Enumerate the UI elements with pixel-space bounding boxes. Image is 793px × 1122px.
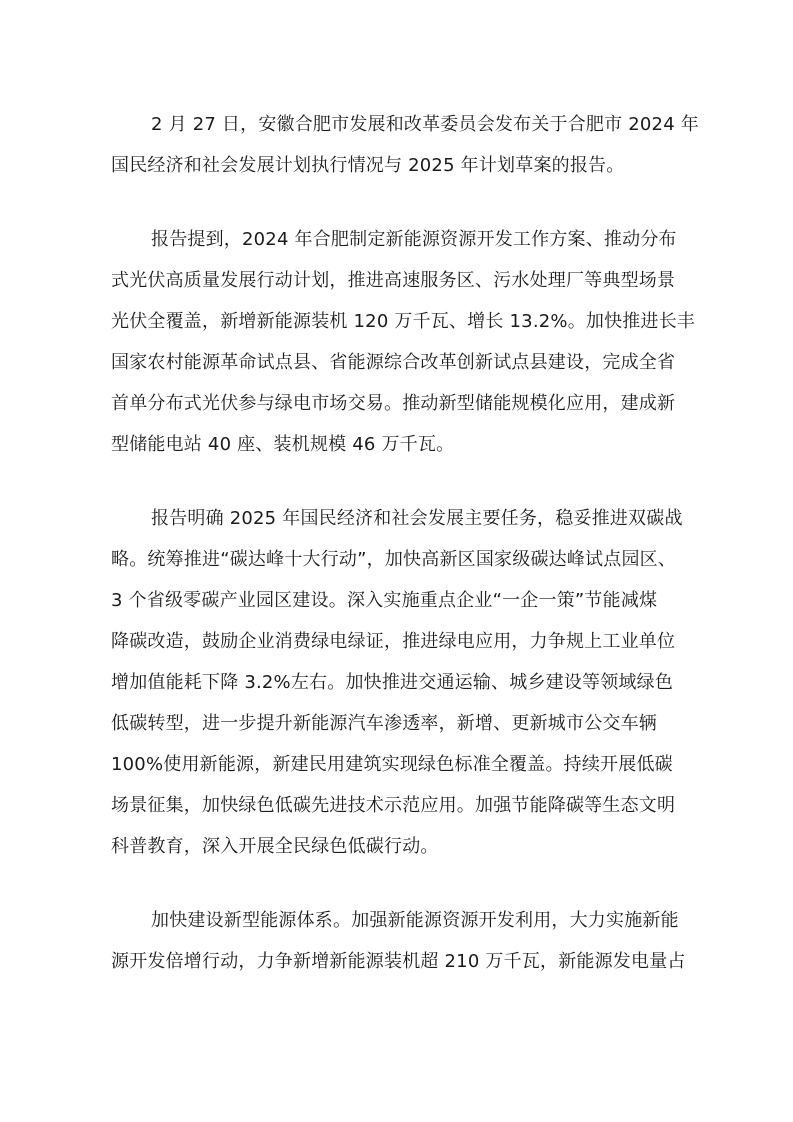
text-line: 式光伏高质量发展行动计划，推进高速服务区、污水处理厂等典型场景 bbox=[111, 270, 676, 291]
paragraph-intro bbox=[111, 104, 699, 186]
text-line: 2 月 27 日，安徽合肥市发展和改革委员会发布关于合肥市 2024 年 bbox=[151, 114, 699, 135]
text-line: 低碳转型，进一步提升新能源汽车渗透率，新增、更新城市公交车辆 bbox=[111, 713, 657, 734]
text-line: 科普教育，深入开展全民绿色低碳行动。 bbox=[111, 836, 439, 857]
text-line: 场景征集，加快绿色低碳先进技术示范应用。加强节能降碳等生态文明 bbox=[111, 795, 676, 816]
text-line: 降碳改造，鼓励企业消费绿电绿证，推进绿电应用，力争规上工业单位 bbox=[111, 631, 676, 652]
text-line: 报告明确 2025 年国民经济和社会发展主要任务，稳妥推进双碳战 bbox=[151, 508, 683, 529]
text-line: 报告提到，2024 年合肥制定新能源资源开发工作方案、推动分布 bbox=[151, 229, 677, 250]
paragraph-2024-review bbox=[111, 219, 696, 465]
paragraph-2025-tasks bbox=[111, 498, 691, 867]
text-line: 首单分布式光伏参与绿电市场交易。推动新型储能规模化应用，建成新 bbox=[111, 393, 676, 414]
text-line: 国民经济和社会发展计划执行情况与 2025 年计划草案的报告。 bbox=[111, 155, 625, 176]
text-line: 型储能电站 40 座、装机规模 46 万千瓦。 bbox=[111, 434, 455, 455]
text-line: 加快建设新型能源体系。加强新能源资源开发利用，大力实施新能 bbox=[151, 910, 679, 931]
text-line: 国家农村能源革命试点县、省能源综合改革创新试点县建设，完成全省 bbox=[111, 352, 676, 373]
document-page bbox=[111, 104, 699, 1015]
text-line: 光伏全覆盖，新增新能源装机 120 万千瓦、增长 13.2%。加快推进长丰 bbox=[111, 311, 696, 332]
text-line: 源开发倍增行动，力争新增新能源装机超 210 万千瓦，新能源发电量占 bbox=[111, 951, 686, 972]
text-line: 增加值能耗下降 3.2%左右。加快推进交通运输、城乡建设等领域绿色 bbox=[111, 672, 674, 693]
text-line: 略。统筹推进“碳达峰十大行动”，加快高新区国家级碳达峰试点园区、 bbox=[111, 549, 677, 570]
text-line: 3 个省级零碳产业园区建设。深入实施重点企业“一企一策”节能减煤 bbox=[111, 590, 658, 611]
paragraph-new-energy-system bbox=[111, 900, 691, 982]
text-line: 100%使用新能源，新建民用建筑实现绿色标准全覆盖。持续开展低碳 bbox=[111, 754, 673, 775]
